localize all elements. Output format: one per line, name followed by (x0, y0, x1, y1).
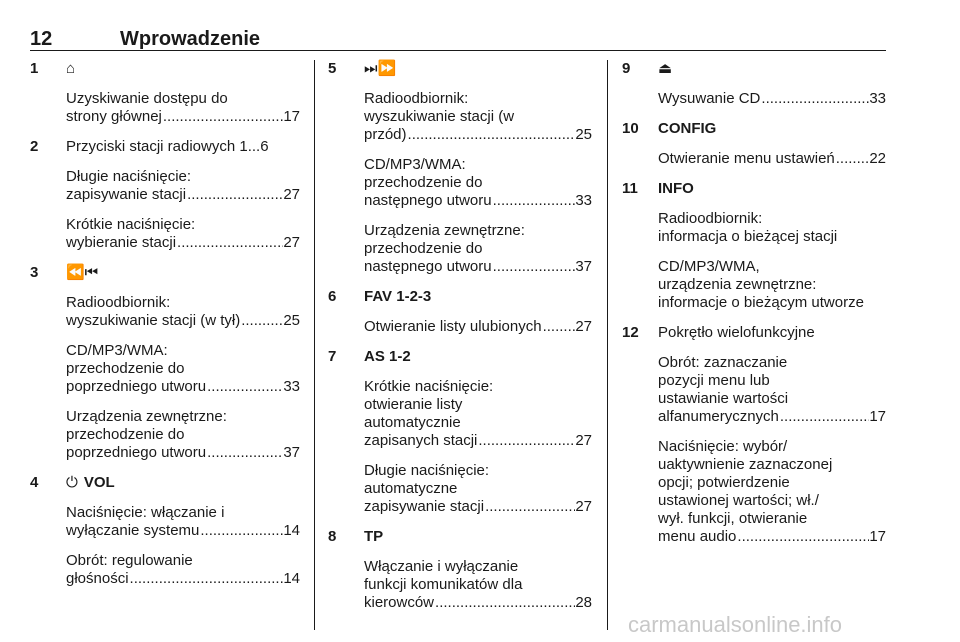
reference-page: 33 (283, 378, 300, 395)
legend-item (622, 120, 886, 168)
reference-page: 14 (283, 570, 300, 587)
item-description (658, 258, 886, 312)
reference-text: wyłączanie systemu (66, 522, 200, 539)
item-description (658, 438, 886, 546)
legend-item (328, 288, 592, 336)
item-heading-text: Pokrętło wielofunkcyjne (658, 324, 815, 341)
description-line: automatycznie (364, 414, 461, 431)
page-reference (66, 108, 300, 126)
item-number: 4 (30, 474, 39, 491)
item-heading (658, 180, 886, 198)
description-line: urządzenia zewnętrzne: (658, 276, 817, 293)
item-heading (364, 288, 592, 306)
leader-dots (206, 444, 283, 462)
legend-item (622, 324, 886, 546)
item-description (66, 342, 300, 396)
reference-text: menu audio (658, 528, 737, 545)
reference-text: strony głównej (66, 108, 162, 125)
item-description (364, 462, 592, 516)
item-description (364, 156, 592, 210)
item-heading-text: TP (364, 528, 384, 545)
reference-page: 25 (283, 312, 300, 329)
page-reference (364, 258, 592, 276)
column-divider-2 (607, 60, 608, 630)
description-line: CD/MP3/WMA: (66, 342, 168, 359)
item-heading-text: Przyciski stacji radiowych 1...6 (66, 138, 269, 155)
leader-dots (736, 528, 869, 546)
description-line: automatyczne (364, 480, 458, 497)
leader-dots (542, 318, 576, 336)
legend-item (622, 60, 886, 108)
reference-page: 27 (575, 318, 592, 335)
reference-page: 17 (869, 528, 886, 545)
reference-page: 27 (575, 498, 592, 515)
item-description (658, 354, 886, 426)
item-heading (66, 138, 300, 156)
page-reference (66, 234, 300, 252)
page-reference (66, 312, 300, 330)
reference-page: 33 (869, 90, 886, 107)
reference-page: 17 (283, 108, 300, 125)
reference-text: alfanumerycznych (658, 408, 779, 425)
reference-text: Wysuwanie CD (658, 90, 761, 107)
column-3 (622, 60, 886, 558)
page-reference (364, 432, 592, 450)
eject-icon: ⏏ (658, 60, 673, 77)
description-line: uaktywnienie zaznaczonej (658, 456, 833, 473)
description-line: ustawianie wartości (658, 390, 789, 407)
reference-page: 27 (283, 234, 300, 251)
item-description (66, 504, 300, 540)
leader-dots (434, 594, 575, 612)
description-line: Długie naciśnięcie: (66, 168, 192, 185)
description-line: CD/MP3/WMA: (364, 156, 466, 173)
description-line: informacja o bieżącej stacji (658, 228, 838, 245)
description-line: Naciśnięcie: wybór/ (658, 438, 788, 455)
page-reference (658, 150, 886, 168)
item-heading (364, 60, 592, 78)
item-number: 12 (622, 324, 639, 341)
leader-dots (176, 234, 283, 252)
description-line: otwieranie listy (364, 396, 463, 413)
home-icon: ⌂ (66, 60, 76, 77)
reference-page: 17 (869, 408, 886, 425)
description-line: opcji; potwierdzenie (658, 474, 790, 491)
item-heading (658, 324, 886, 342)
seek-back-icon: ⏪⏮ (66, 264, 99, 281)
reference-page: 37 (575, 258, 592, 275)
item-heading (658, 60, 886, 78)
description-line: wył. funkcji, otwieranie (658, 510, 808, 527)
reference-text: wybieranie stacji (66, 234, 177, 251)
item-heading (364, 528, 592, 546)
reference-text: głośności (66, 570, 129, 587)
description-line: Obrót: zaznaczanie (658, 354, 788, 371)
item-description (66, 168, 300, 204)
leader-dots (484, 498, 575, 516)
watermark: carmanualsonline.info (628, 612, 843, 637)
leader-dots (199, 522, 283, 540)
description-line: Urządzenia zewnętrzne: (66, 408, 227, 425)
description-line: Radioodbiornik: (658, 210, 763, 227)
leader-dots (186, 186, 283, 204)
description-line: przechodzenie do (66, 360, 185, 377)
header-rule (30, 50, 886, 51)
reference-page: 27 (283, 186, 300, 203)
description-line: Długie naciśnięcie: (364, 462, 490, 479)
page-reference (66, 378, 300, 396)
page-reference (364, 126, 592, 144)
reference-page: 22 (869, 150, 886, 167)
item-heading (66, 264, 300, 282)
item-description (364, 318, 592, 336)
leader-dots (407, 126, 576, 144)
item-heading-text: INFO (658, 180, 694, 197)
item-description (364, 222, 592, 276)
reference-text: Otwieranie menu ustawień (658, 150, 835, 167)
leader-dots (129, 570, 284, 588)
description-line: Włączanie i wyłączanie (364, 558, 519, 575)
reference-text: zapisanych stacji (364, 432, 478, 449)
description-line: wyszukiwanie stacji (w (364, 108, 515, 125)
leader-dots (162, 108, 283, 126)
description-line: Uzyskiwanie dostępu do (66, 90, 228, 107)
reference-text: zapisywanie stacji (364, 498, 485, 515)
description-line: ustawionej wartości; wł./ (658, 492, 819, 509)
page-reference (364, 498, 592, 516)
item-number: 2 (30, 138, 39, 155)
page-number: 12 (30, 28, 53, 50)
description-line: funkcji komunikatów dla (364, 576, 523, 593)
description-line: Radioodbiornik: (66, 294, 171, 311)
page-reference (66, 522, 300, 540)
item-number: 3 (30, 264, 39, 281)
item-heading-text: CONFIG (658, 120, 717, 137)
item-description (66, 294, 300, 330)
item-description (66, 90, 300, 126)
item-number: 11 (622, 180, 638, 197)
item-description (66, 408, 300, 462)
reference-text: następnego utworu (364, 258, 492, 275)
reference-text: przód) (364, 126, 407, 143)
reference-text: następnego utworu (364, 192, 492, 209)
item-number: 10 (622, 120, 639, 137)
page-reference (658, 90, 886, 108)
leader-dots (492, 192, 576, 210)
item-description (658, 150, 886, 168)
legend-item (30, 474, 300, 588)
description-line: przechodzenie do (364, 174, 483, 191)
reference-text: wyszukiwanie stacji (w tył) (66, 312, 241, 329)
description-line: Radioodbiornik: (364, 90, 469, 107)
page-reference (364, 594, 592, 612)
column-2 (328, 60, 592, 624)
page-reference (364, 192, 592, 210)
reference-text: kierowców (364, 594, 435, 611)
item-description (66, 216, 300, 252)
description-line: przechodzenie do (364, 240, 483, 257)
reference-text: Otwieranie listy ulubionych (364, 318, 542, 335)
reference-page: 28 (575, 594, 592, 611)
leader-dots (760, 90, 869, 108)
item-description (364, 378, 592, 450)
description-line: Naciśnięcie: włączanie i (66, 504, 225, 521)
leader-dots (477, 432, 575, 450)
item-heading-text: VOL (83, 474, 115, 491)
page-reference (66, 186, 300, 204)
item-number: 9 (622, 60, 631, 77)
leader-dots (492, 258, 576, 276)
legend-item (30, 138, 300, 252)
leader-dots (240, 312, 283, 330)
column-1 (30, 60, 300, 600)
legend-item (30, 60, 300, 126)
description-line: Urządzenia zewnętrzne: (364, 222, 525, 239)
reference-page: 33 (575, 192, 592, 209)
reference-page: 37 (283, 444, 300, 461)
page-title: Wprowadzenie (120, 28, 261, 50)
page-reference (658, 528, 886, 546)
item-heading (66, 60, 300, 78)
legend-item (328, 528, 592, 612)
item-number: 7 (328, 348, 337, 365)
seek-forward-icon: ⏭⏩ (364, 60, 397, 77)
item-heading-text: AS 1-2 (364, 348, 411, 365)
item-heading-text: FAV 1-2-3 (364, 288, 432, 305)
item-description (66, 552, 300, 588)
leader-dots (779, 408, 869, 426)
item-number: 8 (328, 528, 337, 545)
leader-dots (206, 378, 283, 396)
item-description (658, 210, 886, 246)
item-heading (364, 348, 592, 366)
column-divider-1 (314, 60, 315, 630)
description-line: Obrót: regulowanie (66, 552, 193, 569)
reference-page: 25 (575, 126, 592, 143)
page-reference (364, 318, 592, 336)
item-number: 5 (328, 60, 337, 77)
description-line: pozycji menu lub (658, 372, 770, 389)
description-line: Krótkie naciśnięcie: (364, 378, 494, 395)
item-description (658, 90, 886, 108)
reference-text: poprzedniego utworu (66, 378, 207, 395)
power-icon: ⏻ (66, 474, 78, 491)
description-line: Krótkie naciśnięcie: (66, 216, 196, 233)
reference-page: 14 (283, 522, 300, 539)
item-description (364, 90, 592, 144)
item-description (364, 558, 592, 612)
reference-page: 27 (575, 432, 592, 449)
item-heading (66, 474, 300, 492)
item-number: 1 (30, 60, 39, 77)
page-reference (66, 570, 300, 588)
page-reference (658, 408, 886, 426)
item-heading (658, 120, 886, 138)
legend-item (328, 348, 592, 516)
leader-dots (835, 150, 870, 168)
page-reference (66, 444, 300, 462)
reference-text: poprzedniego utworu (66, 444, 207, 461)
legend-item (328, 60, 592, 276)
item-number: 6 (328, 288, 337, 305)
legend-item (622, 180, 886, 312)
description-line: przechodzenie do (66, 426, 185, 443)
description-line: CD/MP3/WMA, (658, 258, 760, 275)
legend-item (30, 264, 300, 462)
reference-text: zapisywanie stacji (66, 186, 187, 203)
description-line: informacje o bieżącym utworze (658, 294, 864, 311)
